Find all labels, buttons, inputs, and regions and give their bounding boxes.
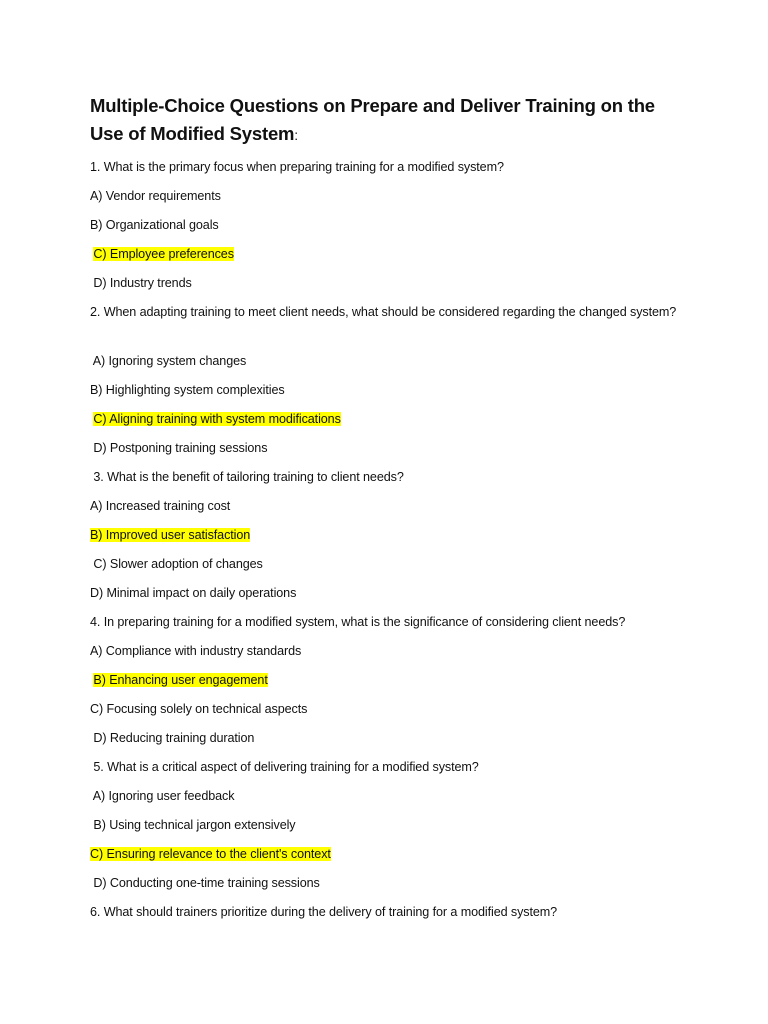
answer-option [90,410,690,439]
line-text: 3. What is the benefit of tailoring training to client needs? [93,470,404,484]
line-text: C) Slower adoption of changes [93,557,263,571]
answer-option [90,729,690,758]
line-text: B) Using technical jargon extensively [93,818,296,832]
answer-option [90,439,690,468]
answer-option [90,584,690,613]
answer-option [90,642,690,671]
line-text: 2. When adapting training to meet client needs, what should be considered regarding the changed system? [90,305,677,319]
line-text: A) Vendor requirements [90,189,221,203]
answer-option [90,216,690,245]
answer-option [90,352,690,381]
answer-option [90,874,690,903]
answer-option [90,845,690,874]
answer-option [90,274,690,303]
line-text: C) Focusing solely on technical aspects [90,702,308,716]
question-text [90,158,690,187]
document-page [90,92,690,932]
highlighted-answer: C) Aligning training with system modifications [93,412,341,426]
answer-option [90,787,690,816]
answer-option [90,700,690,729]
highlighted-answer: C) Employee preferences [93,247,234,261]
document-title [90,92,690,149]
line-text: A) Ignoring user feedback [92,789,235,803]
line-text: 6. What should trainers prioritize during the delivery of training for a modified system? [90,905,558,919]
line-text: B) Organizational goals [90,218,219,232]
question-list [90,158,690,932]
line-text: D) Minimal impact on daily operations [90,586,297,600]
question-text [90,758,690,787]
answer-option [90,245,690,274]
answer-option [90,816,690,845]
answer-option [90,187,690,216]
line-text: D) Conducting one-time training sessions [93,876,320,890]
line-text: D) Industry trends [93,276,192,290]
line-text: A) Ignoring system changes [92,354,247,368]
line-text: A) Increased training cost [90,499,231,513]
line-text: 5. What is a critical aspect of delivering training for a modified system? [93,760,479,774]
question-text [90,468,690,497]
answer-option [90,526,690,555]
highlighted-answer: B) Enhancing user engagement [93,673,268,687]
question-text [90,303,690,352]
document-title-colon: : [294,127,298,143]
answer-option [90,671,690,700]
answer-option [90,497,690,526]
line-text: 4. In preparing training for a modified system, what is the significance of considering client needs? [90,615,626,629]
highlighted-answer: C) Ensuring relevance to the client's context [90,847,331,861]
question-text [90,903,690,932]
highlighted-answer: B) Improved user satisfaction [90,528,251,542]
document-title-text: Multiple-Choice Questions on Prepare and Deliver Training on the Use of Modified System [90,95,655,144]
line-text: A) Compliance with industry standards [90,644,302,658]
line-text: 1. What is the primary focus when preparing training for a modified system? [90,160,504,174]
answer-option [90,555,690,584]
line-text: D) Reducing training duration [93,731,255,745]
answer-option [90,381,690,410]
line-text: D) Postponing training sessions [93,441,268,455]
question-text [90,613,690,642]
line-text: B) Highlighting system complexities [90,383,285,397]
